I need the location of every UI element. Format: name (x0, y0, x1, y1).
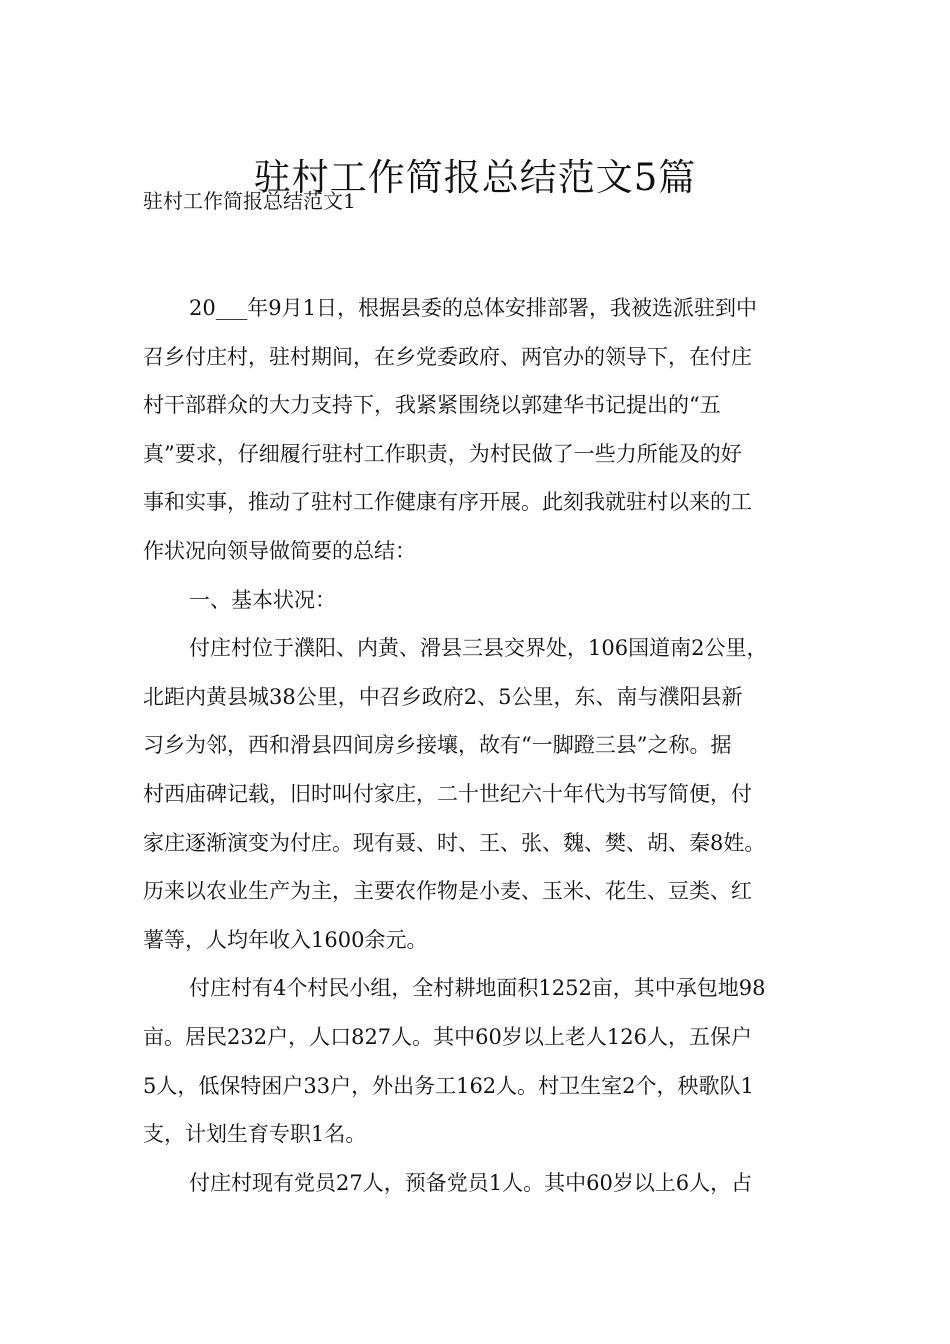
document-title: 驻村工作简报总结范文5篇 (253, 155, 697, 199)
body-line: 村干部群众的大力支持下，我紧紧围绕以郭建华书记提出的“五 (143, 393, 721, 418)
document-body (143, 284, 815, 1207)
body-line: 20___年9月1日，根据县委的总体安排部署，我被选派驻到中 (189, 296, 757, 320)
document-subtitle: 驻村工作简报总结范文1 (143, 189, 356, 213)
body-line: 北距内黄县城38公里，中召乡政府2、5公里，东、南与濮阳县新 (143, 684, 743, 709)
body-line: 习乡为邻，西和滑县四间房乡接壤，故有“一脚蹬三县”之称。据 (143, 733, 732, 758)
body-line: 作状况向领导做简要的总结： (143, 538, 416, 563)
body-line: 事和实事，推动了驻村工作健康有序开展。此刻我就驻村以来的工 (143, 490, 752, 515)
body-line: 付庄村有4个村民小组，全村耕地面积1252亩，其中承包地98 (189, 976, 766, 1001)
body-line: 亩。居民232户，人口827人。其中60岁以上老人126人，五保户 (143, 1024, 752, 1049)
body-line: 薯等，人均年收入1600余元。 (143, 927, 428, 952)
body-line: 付庄村位于濮阳、内黄、滑县三县交界处，106国道南2公里， (189, 636, 768, 661)
body-line: 一、基本状况： (189, 587, 336, 612)
body-line: 付庄村现有党员27人，预备党员1人。其中60岁以上6人，占 (189, 1170, 753, 1195)
body-line: 真”要求，仔细履行驻村工作职责，为村民做了一些力所能及的好 (143, 441, 742, 466)
body-line: 村西庙碑记载，旧时叫付家庄，二十世纪六十年代为书写简便，付 (143, 781, 752, 806)
body-line: 历来以农业生产为主，主要农作物是小麦、玉米、花生、豆类、红 (143, 879, 752, 904)
body-line: 家庄逐渐演变为付庄。现有聂、时、王、张、魏、樊、胡、秦8姓。 (143, 830, 766, 855)
body-line: 支，计划生育专职1名。 (143, 1122, 367, 1147)
body-line: 召乡付庄村，驻村期间，在乡党委政府、两官办的领导下，在付庄 (143, 344, 752, 369)
body-line: 5人，低保特困户33户，外出务工162人。村卫生室2个，秧歌队1 (143, 1073, 754, 1098)
